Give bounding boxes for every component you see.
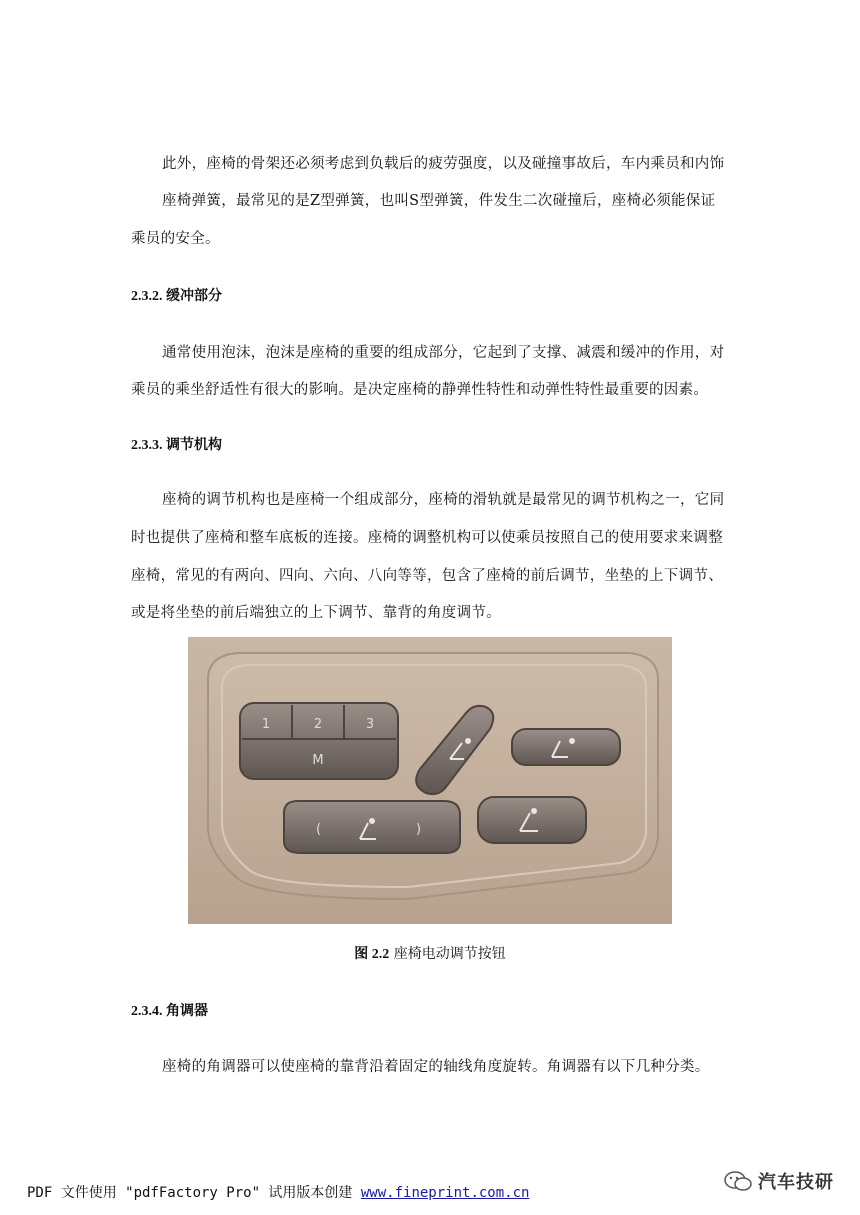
memory-button-group xyxy=(240,703,398,779)
seat-control-photo xyxy=(188,637,672,924)
watermark xyxy=(724,1168,834,1194)
figure-caption-number: 图 2.2 xyxy=(354,947,390,962)
paragraph-line: 座椅，常见的有两向、四向、六向、八向等等，包含了座椅的前后调节，坐垫的上下调节、 xyxy=(131,568,723,584)
paragraph-line: 座椅的角调器可以使座椅的靠背沿着固定的轴线角度旋转。角调器有以下几种分类。 xyxy=(162,1059,710,1075)
paragraph-line: 时也提供了座椅和整车底板的连接。座椅的调整机构可以使乘员按照自己的使用要求来调整 xyxy=(131,530,723,546)
section-heading-2-3-2: 2.3.2. 缓冲部分 xyxy=(131,289,222,304)
wechat-icon xyxy=(724,1170,752,1192)
watermark-text: 汽车技研 xyxy=(758,1172,834,1193)
section-heading-2-3-4: 2.3.4. 角调器 xyxy=(131,1004,208,1019)
memory-button-m[interactable]: M xyxy=(312,753,324,768)
paragraph-line: 或是将坐垫的前后端独立的上下调节、靠背的角度调节。 xyxy=(131,605,501,621)
paragraph-line: 乘员的安全。 xyxy=(131,231,220,247)
section-heading-2-3-3: 2.3.3. 调节机构 xyxy=(131,438,222,453)
pdf-footer xyxy=(27,1182,529,1202)
memory-button-1[interactable]: 1 xyxy=(261,717,271,732)
memory-button-3[interactable]: 3 xyxy=(365,717,375,732)
lumbar-switch[interactable] xyxy=(512,729,620,765)
seat-position-switch[interactable] xyxy=(284,801,460,853)
footer-text: PDF 文件使用 "pdfFactory Pro" 试用版本创建 xyxy=(27,1185,353,1201)
right-bracket-icon: ) xyxy=(416,822,422,837)
paragraph-line: 座椅弹簧，最常见的是Z型弹簧，也叫S型弹簧，件发生二次碰撞后，座椅必须能保证 xyxy=(162,193,716,209)
cushion-height-switch[interactable] xyxy=(478,797,586,843)
figure-caption-text: 座椅电动调节按钮 xyxy=(393,946,506,962)
footer-link[interactable]: www.fineprint.com.cn xyxy=(360,1185,530,1201)
paragraph-line: 此外，座椅的骨架还必须考虑到负载后的疲劳强度，以及碰撞事故后，车内乘员和内饰 xyxy=(162,156,725,172)
paragraph-line: 乘员的乘坐舒适性有很大的影响。是决定座椅的静弹性特性和动弹性特性最重要的因素。 xyxy=(131,382,709,398)
paragraph-line: 通常使用泡沫，泡沫是座椅的重要的组成部分，它起到了支撑、减震和缓冲的作用，对 xyxy=(162,345,725,361)
memory-button-2[interactable]: 2 xyxy=(313,717,323,732)
figure-caption xyxy=(0,943,860,963)
left-bracket-icon: ( xyxy=(316,822,322,837)
paragraph-line: 座椅的调节机构也是座椅一个组成部分，座椅的滑轨就是最常见的调节机构之一，它同 xyxy=(162,492,725,508)
